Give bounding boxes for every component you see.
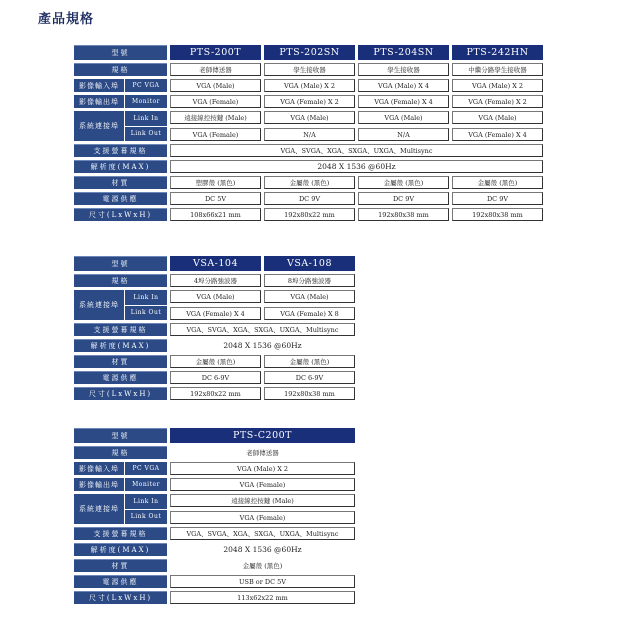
- input-label-group: [74, 462, 167, 475]
- output-label-group: [74, 95, 167, 108]
- model-label: 型號: [74, 45, 167, 60]
- monitor-label: 支援螢幕規格: [74, 323, 167, 336]
- link-out-cell: N/A: [264, 128, 355, 141]
- output-cell: VGA (Female) X 2: [452, 95, 543, 108]
- material-row: [74, 355, 358, 368]
- link-out-cell: VGA (Female) X 4: [170, 307, 261, 320]
- link-out-cell: N/A: [358, 128, 449, 141]
- spec-table-pts-c200t: [74, 428, 358, 607]
- spec-label: 規格: [74, 446, 167, 459]
- power-cell: DC 9V: [358, 192, 449, 205]
- size-row: [74, 208, 546, 221]
- resolution-cell: 2048 X 1536 @60Hz: [170, 160, 543, 173]
- model-label: 型號: [74, 256, 167, 271]
- power-label: 電源供應: [74, 192, 167, 205]
- material-row: [74, 176, 546, 189]
- output-label-group: [74, 478, 167, 491]
- page-title: 產品規格: [38, 12, 95, 27]
- link-out-sublabel: Link Out: [124, 126, 167, 142]
- link-in-cell: VGA (Male): [170, 290, 261, 303]
- link-out-sublabel: Link Out: [124, 305, 167, 321]
- output-sublabel: Moniter: [124, 478, 167, 491]
- input-cell: VGA (Male) X 2: [170, 462, 355, 475]
- link-row: [74, 494, 358, 524]
- size-label: 尺寸(LxWxH): [74, 387, 167, 400]
- spec-cell: 學生接收器: [264, 63, 355, 76]
- link-label: 系統連接埠: [74, 290, 124, 320]
- material-cell: 塑膠殼 (黑色): [170, 176, 261, 189]
- output-cell: VGA (Female) X 2: [264, 95, 355, 108]
- spec-label: 規格: [74, 274, 167, 287]
- input-sublabel: PC VGA: [124, 462, 167, 475]
- output-row: [74, 95, 546, 108]
- input-label: 影像輸入埠: [74, 462, 124, 475]
- resolution-label: 解析度(MAX): [74, 160, 167, 173]
- material-cell: 金屬殼 (黑色): [264, 176, 355, 189]
- output-sublabel: Monitor: [124, 95, 167, 108]
- link-out-cell: VGA (Female): [170, 128, 261, 141]
- model-header: PTS-200T: [170, 45, 261, 60]
- resolution-cell: 2048 X 1536 @60Hz: [170, 339, 355, 352]
- input-row: [74, 79, 546, 92]
- output-cell: VGA (Female): [170, 478, 355, 491]
- output-cell: VGA (Female): [170, 95, 261, 108]
- spec-row: [74, 63, 546, 76]
- size-cell: 192x80x22 mm: [170, 387, 261, 400]
- power-cell: DC 9V: [452, 192, 543, 205]
- spec-table-pts: [74, 45, 546, 224]
- link-label: 系統連接埠: [74, 111, 124, 141]
- material-cell: 金屬殼 (黑色): [170, 355, 261, 368]
- link-in-cell: 遠接線控按鍵 (Male): [170, 111, 261, 124]
- power-cell: DC 6-9V: [264, 371, 355, 384]
- output-row: [74, 478, 358, 491]
- size-label: 尺寸(LxWxH): [74, 208, 167, 221]
- resolution-row: [74, 339, 358, 352]
- model-header: VSA-108: [264, 256, 355, 271]
- power-label: 電源供應: [74, 575, 167, 588]
- size-row: [74, 591, 358, 604]
- link-in-cell: VGA (Male): [358, 111, 449, 124]
- power-row: [74, 575, 358, 588]
- monitor-label: 支援螢幕規格: [74, 527, 167, 540]
- spec-cell: 老師傳送器: [170, 63, 261, 76]
- size-cell: 192x80x22 mm: [264, 208, 355, 221]
- resolution-row: [74, 160, 546, 173]
- link-out-cell: VGA (Female) X 8: [264, 307, 355, 320]
- input-cell: VGA (Male) X 2: [452, 79, 543, 92]
- link-row: [74, 290, 358, 320]
- power-cell: DC 6-9V: [170, 371, 261, 384]
- material-cell: 金屬殼 (黑色): [264, 355, 355, 368]
- spec-cell: 中繼分路學生接收器: [452, 63, 543, 76]
- resolution-cell: 2048 X 1536 @60Hz: [170, 543, 355, 556]
- model-header: PTS-202SN: [264, 45, 355, 60]
- size-cell: 192x80x38 mm: [452, 208, 543, 221]
- material-cell: 金屬殼 (黑色): [170, 559, 355, 572]
- model-label: 型號: [74, 428, 167, 443]
- spec-cell: 4埠分路強波器: [170, 274, 261, 287]
- link-row: [74, 111, 546, 141]
- size-row: [74, 387, 358, 400]
- power-cell: USB or DC 5V: [170, 575, 355, 588]
- link-in-cell: VGA (Male): [264, 111, 355, 124]
- material-label: 材質: [74, 176, 167, 189]
- output-cell: VGA (Female) X 4: [358, 95, 449, 108]
- model-header: PTS-242HN: [452, 45, 543, 60]
- power-row: [74, 192, 546, 205]
- monitor-row: [74, 527, 358, 540]
- link-label: 系統連接埠: [74, 494, 124, 524]
- output-label: 影像輸出埠: [74, 478, 124, 491]
- monitor-label: 支援螢幕規格: [74, 144, 167, 157]
- power-label: 電源供應: [74, 371, 167, 384]
- monitor-cell: VGA、SVGA、XGA、SXGA、UXGA、Multisync: [170, 323, 355, 336]
- output-label: 影像輸出埠: [74, 95, 124, 108]
- size-cell: 113x62x22 mm: [170, 591, 355, 604]
- power-cell: DC 9V: [264, 192, 355, 205]
- spec-label: 規格: [74, 63, 167, 76]
- input-label-group: [74, 79, 167, 92]
- input-row: [74, 462, 358, 475]
- input-cell: VGA (Male) X 2: [264, 79, 355, 92]
- link-out-sublabel: Link Out: [124, 509, 167, 525]
- resolution-label: 解析度(MAX): [74, 339, 167, 352]
- monitor-row: [74, 323, 358, 336]
- link-in-cell: 遠接線控按鍵 (Male): [170, 494, 355, 507]
- size-cell: 192x80x38 mm: [264, 387, 355, 400]
- link-in-cell: VGA (Male): [264, 290, 355, 303]
- spec-cell: 老師傳送器: [170, 446, 355, 459]
- monitor-cell: VGA、SVGA、XGA、SXGA、UXGA、Multisync: [170, 527, 355, 540]
- monitor-row: [74, 144, 546, 157]
- input-label: 影像輸入埠: [74, 79, 124, 92]
- link-out-cell: VGA (Female): [170, 511, 355, 524]
- material-label: 材質: [74, 559, 167, 572]
- spec-cell: 學生接收器: [358, 63, 449, 76]
- link-label-group: [74, 494, 167, 524]
- power-row: [74, 371, 358, 384]
- spec-table-vsa: [74, 256, 358, 403]
- spec-row: [74, 274, 358, 287]
- model-row: [74, 45, 546, 60]
- material-cell: 金屬殼 (黑色): [452, 176, 543, 189]
- link-in-sublabel: Link In: [124, 111, 167, 126]
- link-label-group: [74, 111, 167, 141]
- size-cell: 192x80x38 mm: [358, 208, 449, 221]
- spec-row: [74, 446, 358, 459]
- size-label: 尺寸(LxWxH): [74, 591, 167, 604]
- model-header: PTS-C200T: [170, 428, 355, 443]
- material-label: 材質: [74, 355, 167, 368]
- link-out-cell: VGA (Female) X 4: [452, 128, 543, 141]
- link-label-group: [74, 290, 167, 320]
- material-row: [74, 559, 358, 572]
- spec-cell: 8埠分路強波器: [264, 274, 355, 287]
- size-cell: 108x66x21 mm: [170, 208, 261, 221]
- power-cell: DC 5V: [170, 192, 261, 205]
- monitor-cell: VGA、SVGA、XGA、SXGA、UXGA、Multisync: [170, 144, 543, 157]
- model-header: VSA-104: [170, 256, 261, 271]
- resolution-row: [74, 543, 358, 556]
- link-in-sublabel: Link In: [124, 290, 167, 305]
- model-header: PTS-204SN: [358, 45, 449, 60]
- input-sublabel: PC VGA: [124, 79, 167, 92]
- material-cell: 金屬殼 (黑色): [358, 176, 449, 189]
- input-cell: VGA (Male) X 4: [358, 79, 449, 92]
- model-row: [74, 256, 358, 271]
- resolution-label: 解析度(MAX): [74, 543, 167, 556]
- link-in-cell: VGA (Male): [452, 111, 543, 124]
- model-row: [74, 428, 358, 443]
- input-cell: VGA (Male): [170, 79, 261, 92]
- link-in-sublabel: Link In: [124, 494, 167, 509]
